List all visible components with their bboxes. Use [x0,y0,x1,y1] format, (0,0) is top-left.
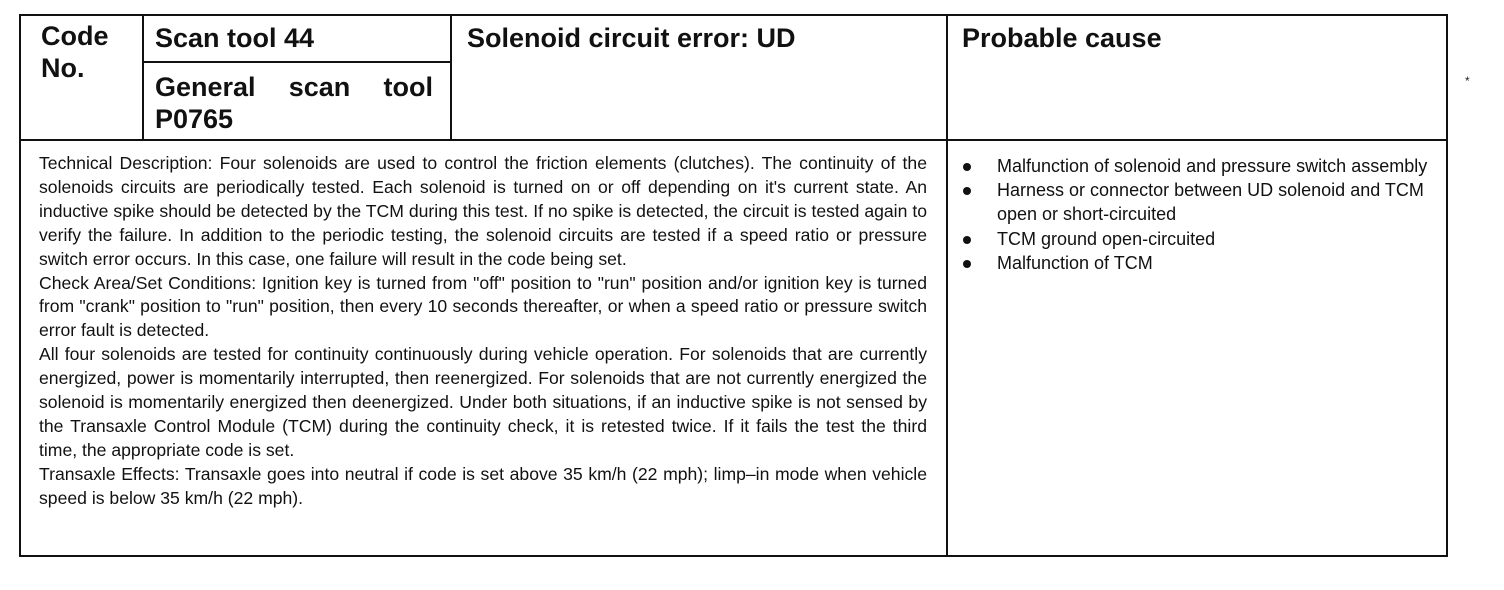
margin-mark: * [1465,74,1470,88]
error-title-header: Solenoid circuit error: UD [467,23,796,53]
description-paragraph: All four solenoids are tested for continuity continuously during vehicle operation. For solenoids that are currently energized, power is momentarily interrupted, then reenergized. For solenoids that are not currently energized the solenoid is momentarily energized then deenergized. Under both situations, if an inductive spike is not sensed by the Transaxle Control Module (TCM) during the continuity check, it is retested twice. If it fails the test the third time, the appropriate code is set. [39,344,927,460]
list-item [959,178,1434,226]
bullet-icon [963,260,971,268]
description-paragraph: Technical Description: Four solenoids are used to control the friction elements (clutches). The continuity of the solenoids circuits are periodically tested. Each solenoid is turned on or off depending on it's current state. An inductive spike should be detected by the TCM during this test. If no spike is detected, the circuit is tested again to verify the failure. In addition to the periodic testing, the solenoid circuits are tested if a speed ratio or pressure switch error occurs. In this case, one failure will result in the code being set. [39,153,927,269]
general-scan-tool-header: General scan tool P0765 [155,72,433,134]
scan-tool-44-header: Scan tool 44 [155,23,315,53]
technical-description [39,152,927,511]
divider-scan-title [450,16,452,140]
divider-header-body [21,139,1446,141]
code-no-header: Code No. [41,21,109,83]
probable-cause-header: Probable cause [962,23,1162,53]
description-paragraph: Transaxle Effects: Transaxle goes into neutral if code is set above 35 km/h (22 mph); limp–in mode when vehicle speed is below 35 km/h (22 mph). [39,463,927,508]
divider-scan-rows [142,61,452,63]
cause-text: Malfunction of solenoid and pressure switch assembly [997,156,1428,176]
divider-title-cause [946,16,948,555]
divider-code-scan [142,16,144,140]
dtc-table [19,14,1448,557]
cause-text: Malfunction of TCM [997,252,1153,273]
probable-cause-list [959,154,1434,275]
description-paragraph: Check Area/Set Conditions: Ignition key is turned from "off" position to "run" position and/or ignition key is turned from "crank" position to "run" position, then every 10 seconds thereafter, or when a speed ratio or pressure switch error fault is detected. [39,272,927,341]
list-item [959,251,1434,275]
bullet-icon [963,187,971,195]
cause-text: Harness or connector between UD solenoid and TCM open or short-circuited [997,180,1424,225]
bullet-icon [963,236,971,244]
list-item [959,154,1434,178]
bullet-icon [963,163,971,171]
cause-text: TCM ground open-circuited [997,228,1216,249]
list-item [959,227,1434,251]
